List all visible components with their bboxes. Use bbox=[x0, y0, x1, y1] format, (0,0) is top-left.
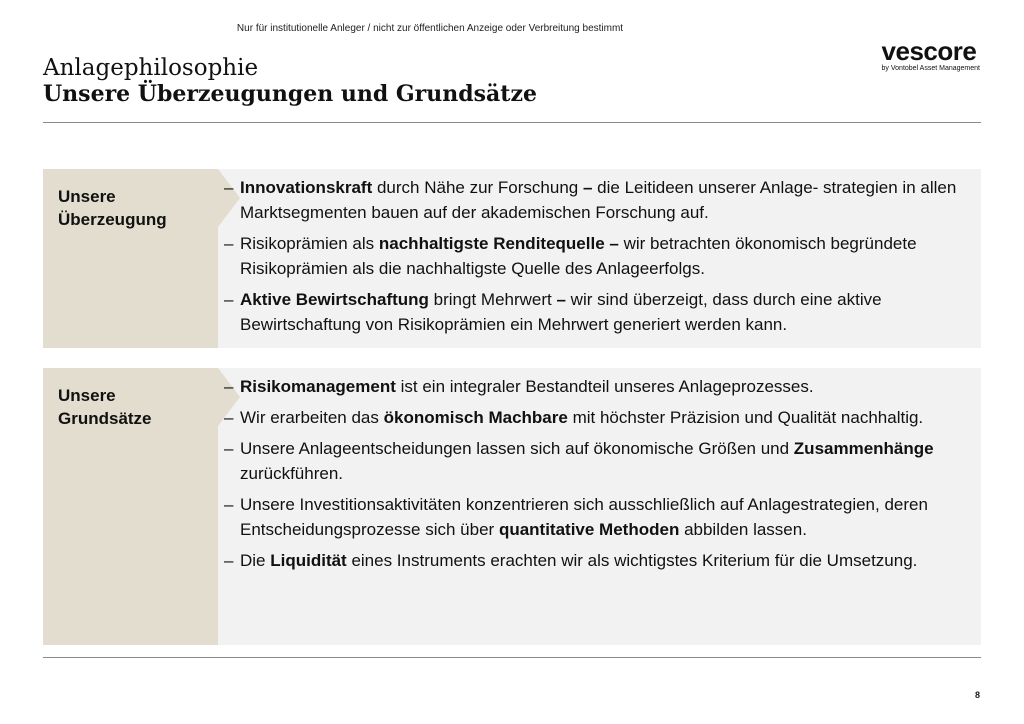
bullet-dash: – bbox=[224, 234, 234, 253]
bullet-dash: – bbox=[224, 290, 234, 309]
bullet-text: wir betrachten ökonomisch begründete Risikoprämien als die nachhaltigste Quelle des Anlageerfolgs. bbox=[240, 234, 917, 278]
page-number: 8 bbox=[974, 690, 980, 700]
bullet-text: abbilden lassen. bbox=[679, 520, 807, 539]
bullet-item bbox=[224, 175, 971, 225]
bullet-dash: – bbox=[224, 495, 234, 514]
bullet-text: ist ein integraler Bestandteil unseres Anlageprozesses. bbox=[395, 377, 814, 396]
bullet-list bbox=[224, 175, 971, 343]
bullet-item bbox=[224, 492, 971, 542]
vescore-logo bbox=[882, 38, 980, 72]
bullet-bold: quantitative Methoden bbox=[498, 520, 680, 539]
bullet-dash: – bbox=[224, 551, 234, 570]
section-label-line1: Unsere bbox=[58, 187, 116, 206]
bullet-dash: – bbox=[224, 408, 234, 427]
bullet-bold: Zusammenhänge bbox=[793, 439, 934, 458]
bullet-item bbox=[224, 374, 971, 399]
bullet-bold: ökonomisch Machbare bbox=[383, 408, 568, 427]
header-divider bbox=[43, 122, 981, 123]
bullet-text: Die bbox=[240, 551, 271, 570]
bullet-text: zurückführen. bbox=[240, 464, 343, 483]
bullet-text: die Leitideen unserer Anlage- strategien in allen Marktsegmenten bauen auf der akademischen Forschung auf. bbox=[240, 178, 957, 222]
bullet-text: wir sind überzeigt, dass durch eine aktive Bewirtschaftung von Risikoprämien ein Mehrwert generiert werden kann. bbox=[240, 290, 882, 334]
bullet-bold: Aktive Bewirtschaftung bbox=[240, 290, 429, 309]
section-label-line1: Unsere bbox=[58, 386, 116, 405]
bullet-list bbox=[224, 374, 971, 579]
section-label-line2: Überzeugung bbox=[58, 210, 167, 229]
bullet-dash: – bbox=[224, 178, 234, 197]
bullet-dash: – bbox=[224, 377, 234, 396]
disclaimer: Nur für institutionelle Anleger / nicht zur öffentlichen Anzeige oder Verbreitung bestimmt bbox=[236, 23, 624, 34]
bullet-item bbox=[224, 405, 971, 430]
bullet-item bbox=[224, 436, 971, 486]
bullet-bold: Risikomanagement bbox=[240, 377, 396, 396]
bullet-item bbox=[224, 231, 971, 281]
page-title: Anlagephilosophie bbox=[43, 55, 259, 81]
bullet-text: durch Nähe zur Forschung bbox=[372, 178, 583, 197]
bullet-text: eines Instruments erachten wir als wichtigstes Kriterium für die Umsetzung. bbox=[346, 551, 918, 570]
bullet-text: Unsere Anlageentscheidungen lassen sich auf ökonomische Größen und bbox=[240, 439, 794, 458]
bullet-bold: – bbox=[582, 178, 593, 197]
bullet-text: bringt Mehrwert bbox=[428, 290, 557, 309]
section-label bbox=[58, 384, 152, 430]
bullet-bold: – bbox=[609, 234, 619, 253]
section-label bbox=[58, 185, 167, 231]
bullet-dash: – bbox=[224, 439, 234, 458]
section-label-line2: Grundsätze bbox=[58, 409, 152, 428]
section-grundsaetze bbox=[43, 368, 981, 645]
bullet-text: Unsere Investitionsaktivitäten konzentrieren sich ausschließlich auf Anlagestrategien, deren Entscheidungsprozesse sich über bbox=[240, 495, 928, 539]
bullet-bold: Liquidität bbox=[270, 551, 347, 570]
bullet-bold: nachhaltigste Renditequelle bbox=[378, 234, 605, 253]
bullet-text: mit höchster Präzision und Qualität nachhaltig. bbox=[567, 408, 924, 427]
logo-wordmark: vescore bbox=[881, 36, 977, 66]
bullet-item bbox=[224, 287, 971, 337]
logo-subline: by Vontobel Asset Management bbox=[881, 65, 980, 72]
bullet-bold: – bbox=[556, 290, 566, 309]
page-subtitle: Unsere Überzeugungen und Grundsätze bbox=[43, 81, 537, 107]
footer-divider bbox=[43, 657, 981, 658]
section-ueberzeugung bbox=[43, 169, 981, 348]
bullet-item bbox=[224, 548, 971, 573]
bullet-text: Wir erarbeiten das bbox=[240, 408, 384, 427]
bullet-bold: Innovationskraft bbox=[240, 178, 373, 197]
bullet-text: Risikoprämien als bbox=[240, 234, 379, 253]
